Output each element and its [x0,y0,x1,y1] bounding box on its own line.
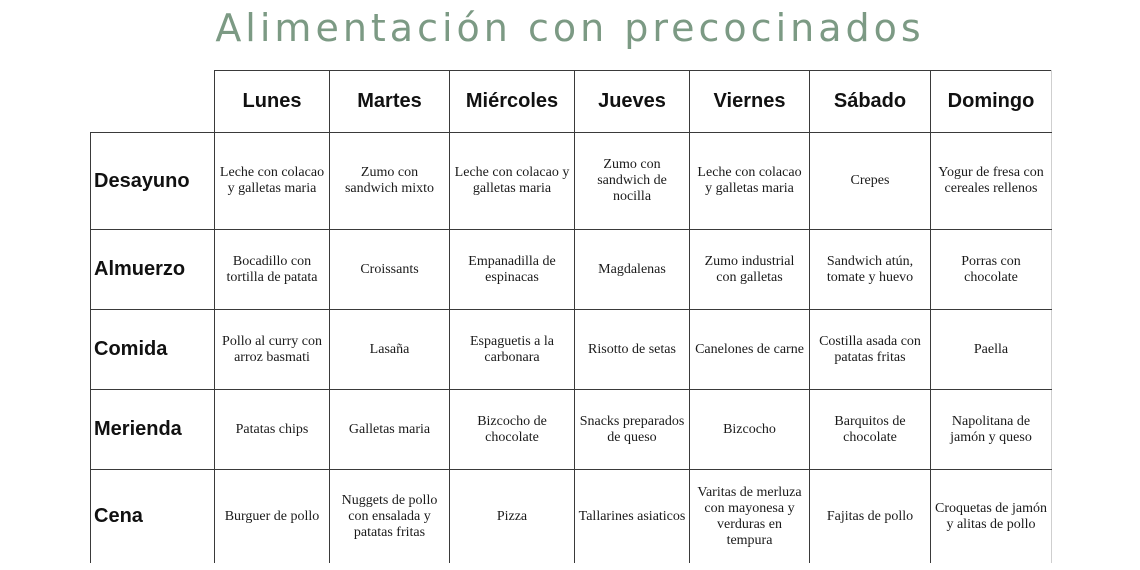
meal-cell: Crepes [810,133,931,230]
meal-cell: Snacks preparados de queso [575,390,690,470]
meal-label-desayuno: Desayuno [91,133,215,230]
day-header-miercoles: Miércoles [450,71,575,133]
meal-cell: Leche con colacao y galletas maria [450,133,575,230]
meal-cell: Paella [931,310,1052,390]
meal-cell: Napolitana de jamón y queso [931,390,1052,470]
meal-cell: Zumo industrial con galletas [690,230,810,310]
meal-label-cena: Cena [91,470,215,564]
meal-cell: Espaguetis a la carbonara [450,310,575,390]
day-header-sabado: Sábado [810,71,931,133]
table-row-merienda [91,390,1052,470]
table-row-desayuno [91,133,1052,230]
page-title: Alimentación con precocinados [215,6,925,50]
meal-cell: Pizza [450,470,575,564]
meal-cell: Varitas de merluza con mayonesa y verduras en tempura [690,470,810,564]
meal-cell: Bizcocho [690,390,810,470]
meal-cell: Lasaña [330,310,450,390]
day-header-domingo: Domingo [931,71,1052,133]
table-row-almuerzo [91,230,1052,310]
meal-cell: Pollo al curry con arroz basmati [215,310,330,390]
meal-cell: Zumo con sandwich de nocilla [575,133,690,230]
meal-cell: Bizcocho de chocolate [450,390,575,470]
day-header-martes: Martes [330,71,450,133]
meal-cell: Leche con colacao y galletas maria [215,133,330,230]
meal-cell: Sandwich atún, tomate y huevo [810,230,931,310]
meal-cell: Leche con colacao y galletas maria [690,133,810,230]
meal-cell: Croissants [330,230,450,310]
corner-cell [91,71,215,133]
meal-cell: Zumo con sandwich mixto [330,133,450,230]
day-header-jueves: Jueves [575,71,690,133]
meal-cell: Empanadilla de espinacas [450,230,575,310]
meal-cell: Bocadillo con tortilla de patata [215,230,330,310]
meal-label-almuerzo: Almuerzo [91,230,215,310]
meal-cell: Nuggets de pollo con ensalada y patatas fritas [330,470,450,564]
meal-cell: Patatas chips [215,390,330,470]
meal-cell: Costilla asada con patatas fritas [810,310,931,390]
weekly-meal-table [90,70,1052,564]
meal-cell: Yogur de fresa con cereales rellenos [931,133,1052,230]
day-header-viernes: Viernes [690,71,810,133]
meal-cell: Barquitos de chocolate [810,390,931,470]
table-row-comida [91,310,1052,390]
table-header-row [91,71,1052,133]
meal-cell: Galletas maria [330,390,450,470]
meal-cell: Fajitas de pollo [810,470,931,564]
meal-cell: Tallarines asiaticos [575,470,690,564]
meal-cell: Canelones de carne [690,310,810,390]
meal-label-comida: Comida [91,310,215,390]
meal-cell: Porras con chocolate [931,230,1052,310]
table-row-cena [91,470,1052,564]
meal-cell: Croquetas de jamón y alitas de pollo [931,470,1052,564]
day-header-lunes: Lunes [215,71,330,133]
meal-cell: Risotto de setas [575,310,690,390]
meal-cell: Burguer de pollo [215,470,330,564]
meal-cell: Magdalenas [575,230,690,310]
meal-label-merienda: Merienda [91,390,215,470]
